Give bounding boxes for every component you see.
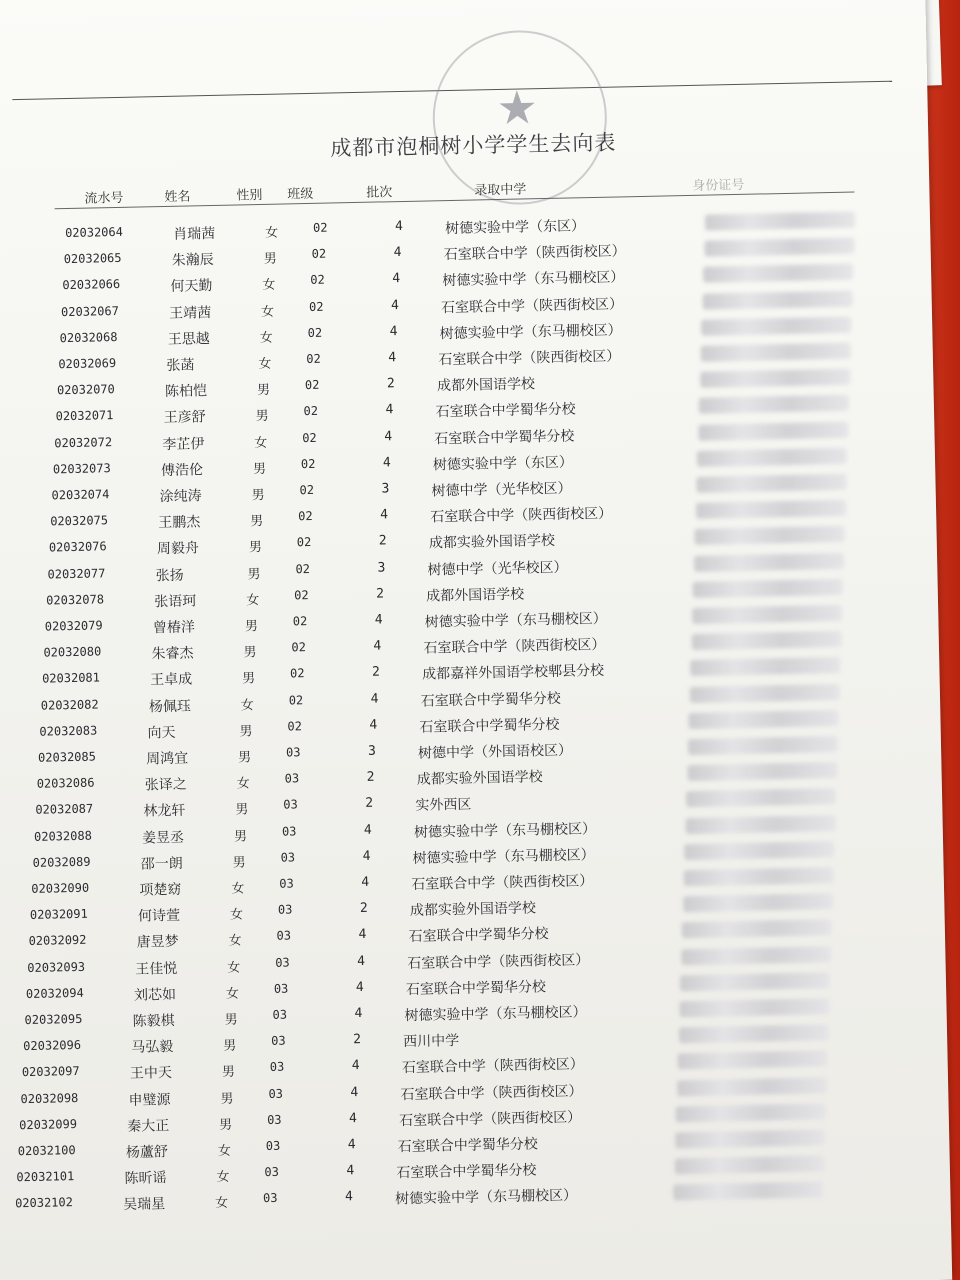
cell-student-name: 杨佩珏: [148, 698, 192, 716]
cell-admitted-school: 成都外国语学校: [436, 376, 536, 395]
cell-batch: 4: [390, 297, 399, 313]
cell-class: 02: [288, 692, 304, 708]
cell-serial-number: 02032086: [36, 775, 95, 791]
cell-batch: 2: [366, 769, 375, 786]
cell-admitted-school: 石室联合中学（陕西街校区）: [400, 1083, 583, 1103]
cell-admitted-school: 石室联合中学（陕西街校区）: [407, 951, 590, 972]
cell-serial-number: 02032097: [21, 1064, 80, 1080]
header-sex: 性别: [236, 187, 263, 204]
cell-batch: 2: [353, 1032, 362, 1048]
redacted-id-number: [700, 369, 850, 388]
cell-sex: 男: [219, 1117, 233, 1133]
redacted-id-number: [690, 657, 840, 676]
cell-sex: 女: [236, 776, 250, 792]
cell-serial-number: 02032092: [28, 933, 87, 949]
cell-sex: 女: [262, 278, 276, 294]
redacted-id-number: [703, 264, 853, 283]
cell-admitted-school: 树德实验中学（东马棚校区）: [442, 269, 625, 290]
cell-class: 02: [306, 351, 321, 367]
cell-sex: 男: [224, 1012, 238, 1028]
cell-class: 02: [300, 456, 316, 471]
redacted-id-number: [695, 526, 845, 545]
cell-class: 02: [307, 325, 323, 340]
cell-batch: 4: [380, 507, 389, 523]
cell-serial-number: 02032082: [40, 697, 99, 713]
cell-batch: 4: [382, 455, 391, 471]
redacted-id-number: [684, 867, 834, 886]
cell-admitted-school: 树德实验中学（东马棚校区）: [413, 820, 597, 841]
cell-class: 02: [308, 299, 324, 314]
cell-batch: 4: [369, 717, 378, 733]
cell-batch: 4: [350, 1084, 359, 1100]
cell-class: 03: [265, 1138, 281, 1154]
cell-sex: 女: [259, 330, 273, 346]
cell-serial-number: 02032079: [44, 618, 103, 634]
cell-student-name: 王鹏杰: [158, 514, 201, 532]
redacted-id-number: [677, 1077, 827, 1096]
cell-serial-number: 02032075: [50, 513, 109, 529]
header-class: 班级: [287, 186, 314, 203]
cell-class: 02: [299, 482, 315, 498]
cell-admitted-school: 石室联合中学蜀华分校: [420, 690, 561, 710]
cell-sex: 男: [235, 802, 249, 819]
cell-student-name: 马弘毅: [131, 1039, 174, 1057]
redacted-id-number: [701, 316, 851, 335]
cell-admitted-school: 石室联合中学（陕西街校区）: [440, 295, 624, 316]
cell-class: 02: [287, 719, 302, 734]
cell-sex: 男: [233, 828, 248, 845]
redacted-id-number: [682, 920, 832, 939]
cell-batch: 2: [359, 901, 368, 917]
cell-serial-number: 02032073: [52, 460, 111, 477]
page-title: 成都市泡桐树小学学生去向表: [330, 130, 617, 161]
cell-serial-number: 02032064: [64, 224, 124, 241]
cell-admitted-school: 石室联合中学蜀华分校: [435, 401, 576, 421]
cell-sex: 男: [243, 645, 257, 661]
cell-admitted-school: 树德实验中学（东区）: [444, 218, 586, 238]
cell-class: 02: [311, 246, 327, 262]
cell-admitted-school: 树德实验中学（东马棚校区）: [424, 610, 607, 631]
cell-admitted-school: 树德中学（光华校区）: [431, 480, 572, 500]
cell-class: 03: [276, 928, 292, 944]
cell-admitted-school: 石室联合中学蜀华分校: [434, 428, 575, 447]
redacted-id-number: [695, 500, 845, 519]
cell-sex: 女: [216, 1170, 230, 1186]
cell-class: 02: [292, 614, 308, 629]
cell-class: 02: [295, 561, 311, 576]
cell-class: 03: [266, 1112, 282, 1127]
cell-batch: 4: [388, 350, 397, 366]
cell-serial-number: 02032069: [58, 356, 117, 372]
redacted-id-number: [693, 579, 843, 598]
cell-sex: 女: [215, 1196, 229, 1212]
cell-class: 03: [283, 797, 298, 813]
cell-student-name: 周毅舟: [156, 540, 200, 558]
cell-sex: 男: [221, 1065, 236, 1081]
cell-student-name: 申璧源: [128, 1091, 171, 1109]
cell-serial-number: 02032077: [47, 565, 106, 582]
cell-student-name: 张译之: [144, 776, 187, 794]
redacted-id-number: [698, 421, 848, 440]
cell-class: 03: [269, 1060, 285, 1075]
cell-serial-number: 02032081: [41, 670, 101, 687]
cell-sex: 女: [228, 933, 242, 950]
cell-class: 03: [273, 981, 289, 996]
cell-student-name: 朱瀚辰: [171, 252, 214, 270]
cell-sex: 男: [247, 566, 261, 582]
redacted-id-number: [678, 1051, 828, 1070]
header-id: 流水号: [84, 190, 124, 207]
cell-student-name: 秦大正: [127, 1117, 170, 1135]
cell-admitted-school: 树德实验中学（东马棚校区）: [404, 1004, 587, 1025]
cell-admitted-school: 西川中学: [403, 1033, 460, 1051]
header-batch: 批次: [366, 185, 393, 201]
cell-student-name: 邵一朗: [140, 855, 183, 873]
cell-serial-number: 02032090: [31, 880, 90, 896]
cell-sex: 女: [258, 356, 272, 373]
cell-sex: 男: [252, 461, 267, 477]
cell-batch: 4: [363, 822, 372, 838]
cell-batch: 4: [394, 218, 404, 235]
cell-serial-number: 02032101: [16, 1169, 75, 1185]
cell-class: 02: [303, 404, 319, 419]
cell-sex: 男: [223, 1038, 237, 1055]
cell-student-name: 傅浩伦: [160, 462, 204, 479]
cell-batch: 4: [373, 638, 382, 654]
cell-batch: 4: [389, 323, 398, 340]
redacted-id-number: [675, 1129, 825, 1148]
cell-class: 03: [271, 1033, 286, 1049]
redacted-id-number: [696, 474, 846, 493]
cell-serial-number: 02032083: [39, 723, 98, 739]
cell-batch: 2: [375, 586, 385, 602]
cell-admitted-school: 石室联合中学蜀华分校: [405, 978, 547, 998]
redacted-id-number: [692, 605, 842, 624]
cell-serial-number: 02032098: [20, 1090, 79, 1106]
cell-admitted-school: 石室联合中学（陕西街校区）: [423, 637, 606, 657]
redacted-id-number: [673, 1182, 823, 1201]
cell-student-name: 王中天: [129, 1065, 173, 1083]
redacted-id-number: [704, 238, 854, 257]
cell-sex: 男: [256, 382, 271, 399]
cell-admitted-school: 石室联合中学（陕西街校区）: [443, 243, 626, 264]
cell-class: 03: [275, 955, 290, 970]
redacted-id-number: [679, 998, 829, 1017]
redacted-id-number: [687, 762, 837, 781]
cell-batch: 3: [367, 743, 377, 759]
redacted-id-number: [678, 1024, 828, 1043]
cell-serial-number: 02032068: [59, 329, 118, 345]
redacted-id-number: [681, 946, 831, 965]
cell-serial-number: 02032080: [43, 644, 102, 660]
redacted-id-number: [705, 212, 855, 231]
header-name: 姓名: [164, 189, 191, 205]
cell-serial-number: 02032099: [19, 1116, 78, 1133]
cell-serial-number: 02032070: [56, 382, 115, 398]
cell-batch: 4: [347, 1137, 356, 1153]
cell-student-name: 林龙轩: [143, 803, 186, 820]
cell-admitted-school: 成都实验外国语学校: [428, 533, 556, 552]
cell-sex: 男: [255, 409, 269, 425]
cell-class: 03: [262, 1191, 278, 1206]
cell-class: 03: [277, 902, 293, 917]
cell-admitted-school: 树德实验中学（东区）: [432, 454, 574, 474]
cell-sex: 男: [242, 671, 256, 687]
cell-student-name: 曾椿洋: [152, 619, 196, 637]
cell-sex: 女: [217, 1143, 232, 1160]
cell-sex: 女: [227, 960, 241, 976]
cell-sex: 女: [225, 986, 240, 1002]
cell-batch: 4: [361, 874, 370, 890]
cell-sex: 女: [254, 435, 268, 451]
cell-batch: 3: [377, 560, 386, 576]
cell-batch: 4: [362, 848, 371, 864]
redacted-id-number: [686, 788, 836, 807]
cell-student-name: 张语珂: [154, 593, 197, 611]
redacted-id-number: [690, 684, 840, 703]
cell-student-name: 张菡: [166, 357, 195, 374]
cell-class: 02: [293, 587, 309, 603]
cell-admitted-school: 树德中学（光华校区）: [427, 559, 568, 579]
cell-serial-number: 02032096: [23, 1038, 82, 1054]
cell-sex: 女: [231, 881, 245, 897]
redacted-id-number: [702, 290, 852, 309]
cell-batch: 4: [385, 402, 394, 418]
cell-serial-number: 02032067: [60, 303, 119, 319]
cell-class: 02: [302, 430, 317, 445]
redacted-id-number: [684, 841, 834, 860]
cell-serial-number: 02032094: [25, 985, 84, 1001]
cell-class: 03: [268, 1086, 284, 1101]
cell-student-name: 周鸿宜: [145, 750, 189, 768]
cell-student-name: 涂纯涛: [159, 488, 202, 506]
cell-admitted-school: 树德实验中学（东马棚校区）: [439, 322, 622, 343]
cell-batch: 2: [378, 533, 387, 549]
cell-class: 03: [280, 850, 296, 865]
cell-serial-number: 02032065: [63, 251, 122, 267]
cell-admitted-school: 成都嘉祥外国语学校郫县分校: [421, 663, 605, 684]
cell-student-name: 陈毅棋: [132, 1012, 175, 1030]
cell-student-name: 何天勤: [170, 278, 213, 296]
redacted-id-number: [691, 631, 841, 650]
cell-student-name: 姜昱丞: [141, 829, 185, 847]
cell-student-name: 吴瑞星: [123, 1196, 166, 1214]
star-icon: ★: [496, 80, 539, 135]
cell-batch: 4: [374, 612, 383, 628]
cell-student-name: 杨蘆舒: [125, 1144, 169, 1161]
cell-admitted-school: 石室联合中学蜀华分校: [408, 926, 549, 946]
cell-admitted-school: 石室联合中学（陕西街校区）: [438, 348, 621, 369]
cell-class: 03: [279, 876, 294, 891]
cell-class: 03: [285, 745, 301, 760]
cell-serial-number: 02032072: [54, 434, 113, 450]
cell-admitted-school: 实外西区: [415, 797, 472, 815]
header-school: 录取中学: [474, 182, 527, 199]
cell-batch: 4: [357, 953, 366, 969]
cell-student-name: 王思越: [167, 330, 210, 348]
cell-serial-number: 02032087: [35, 801, 94, 818]
cell-student-name: 王佳悦: [135, 960, 178, 978]
cell-serial-number: 02032078: [46, 592, 105, 608]
cell-class: 03: [284, 771, 300, 786]
cell-batch: 4: [351, 1058, 360, 1074]
cell-student-name: 项楚窈: [139, 881, 182, 899]
cell-student-name: 唐昱梦: [136, 934, 179, 952]
cell-sex: 男: [237, 750, 252, 766]
cell-admitted-school: 石室联合中学蜀华分校: [419, 716, 560, 736]
redacted-id-number: [676, 1103, 826, 1122]
cell-admitted-school: 石室联合中学（陕西街校区）: [411, 873, 594, 893]
cell-class: 02: [312, 220, 328, 235]
cell-sex: 男: [232, 855, 246, 871]
cell-batch: 4: [346, 1163, 355, 1179]
cell-batch: 4: [355, 979, 364, 995]
cell-batch: 2: [371, 664, 381, 681]
cell-sex: 男: [220, 1091, 234, 1107]
cell-serial-number: 02032100: [17, 1143, 76, 1159]
redacted-id-number: [683, 893, 833, 912]
cell-sex: 男: [251, 487, 265, 504]
cell-sex: 女: [240, 697, 255, 714]
cell-serial-number: 02032071: [55, 408, 114, 424]
cell-student-name: 刘芯如: [133, 986, 177, 1004]
cell-serial-number: 02032095: [24, 1011, 83, 1028]
cell-serial-number: 02032102: [14, 1195, 74, 1211]
cell-admitted-school: 石室联合中学（陕西街校区）: [399, 1109, 582, 1130]
cell-serial-number: 02032066: [62, 277, 121, 293]
cell-student-name: 陈柏恺: [164, 383, 208, 401]
redacted-id-number: [688, 736, 838, 755]
cell-admitted-school: 成都实验外国语学校: [416, 769, 543, 789]
cell-admitted-school: 石室联合中学（陕西街校区）: [401, 1056, 584, 1077]
cell-serial-number: 02032074: [51, 487, 110, 503]
cell-batch: 4: [384, 428, 393, 445]
cell-admitted-school: 树德实验中学（东马棚校区）: [394, 1187, 578, 1208]
cell-batch: 4: [358, 927, 367, 943]
cell-admitted-school: 石室联合中学蜀华分校: [396, 1162, 537, 1182]
cell-class: 03: [264, 1164, 280, 1180]
cell-admitted-school: 树德实验中学（东马棚校区）: [412, 846, 595, 867]
header-idcard: 身份证号: [692, 177, 745, 194]
cell-student-name: 王卓成: [150, 671, 193, 689]
cell-student-name: 何诗萱: [137, 907, 181, 925]
cell-sex: 女: [229, 907, 244, 923]
cell-batch: 4: [348, 1110, 358, 1127]
cell-sex: 男: [263, 251, 277, 268]
redacted-id-number: [701, 343, 851, 362]
cell-admitted-school: 树德中学（外国语校区）: [417, 742, 573, 762]
cell-admitted-school: 石室联合中学（陕西街校区）: [430, 505, 613, 526]
cell-batch: 4: [370, 691, 379, 707]
cell-sex: 男: [250, 514, 264, 530]
cell-student-name: 肖瑞茜: [173, 225, 216, 243]
redacted-id-number: [699, 395, 849, 414]
cell-admitted-school: 成都外国语学校: [426, 586, 525, 605]
cell-batch: 2: [386, 376, 395, 392]
redacted-id-number: [685, 815, 835, 834]
cell-sex: 男: [248, 540, 263, 556]
redacted-id-number: [689, 710, 839, 729]
redacted-id-number: [674, 1156, 824, 1175]
cell-student-name: 朱睿杰: [151, 645, 194, 663]
cell-sex: 女: [246, 592, 260, 609]
cell-sex: 男: [244, 619, 259, 635]
cell-serial-number: 02032089: [32, 854, 91, 870]
cell-batch: 4: [344, 1189, 354, 1205]
cell-class: 03: [281, 823, 297, 839]
cell-student-name: 王彦舒: [163, 409, 206, 427]
cell-serial-number: 02032088: [33, 828, 92, 844]
cell-class: 02: [298, 509, 313, 524]
cell-student-name: 张扬: [155, 567, 184, 584]
cell-serial-number: 02032091: [29, 906, 88, 923]
cell-sex: 男: [239, 724, 253, 740]
cell-admitted-school: 成都实验外国语学校: [409, 900, 537, 920]
cell-student-name: 王靖茜: [168, 304, 212, 322]
cell-class: 02: [310, 273, 325, 288]
cell-batch: 4: [393, 245, 402, 261]
cell-serial-number: 02032093: [27, 959, 86, 975]
cell-serial-number: 02032076: [48, 539, 107, 555]
cell-class: 02: [296, 535, 312, 550]
cell-student-name: 李芷伊: [162, 435, 205, 453]
cell-class: 02: [291, 640, 307, 655]
cell-student-name: 陈昕谣: [124, 1170, 167, 1188]
redacted-id-number: [680, 972, 830, 991]
cell-batch: 4: [354, 1006, 363, 1022]
cell-batch: 3: [381, 481, 390, 497]
redacted-id-number: [697, 448, 847, 467]
cell-student-name: 向天: [147, 724, 176, 742]
redacted-id-number: [694, 552, 844, 571]
cell-sex: 女: [265, 225, 279, 241]
cell-serial-number: 02032085: [37, 749, 97, 765]
cell-sex: 女: [260, 304, 275, 320]
cell-batch: 2: [365, 796, 374, 812]
cell-batch: 4: [392, 271, 401, 287]
cell-admitted-school: 石室联合中学蜀华分校: [397, 1136, 538, 1156]
cell-class: 03: [272, 1007, 288, 1022]
cell-class: 02: [289, 666, 305, 681]
cell-class: 02: [304, 377, 320, 393]
